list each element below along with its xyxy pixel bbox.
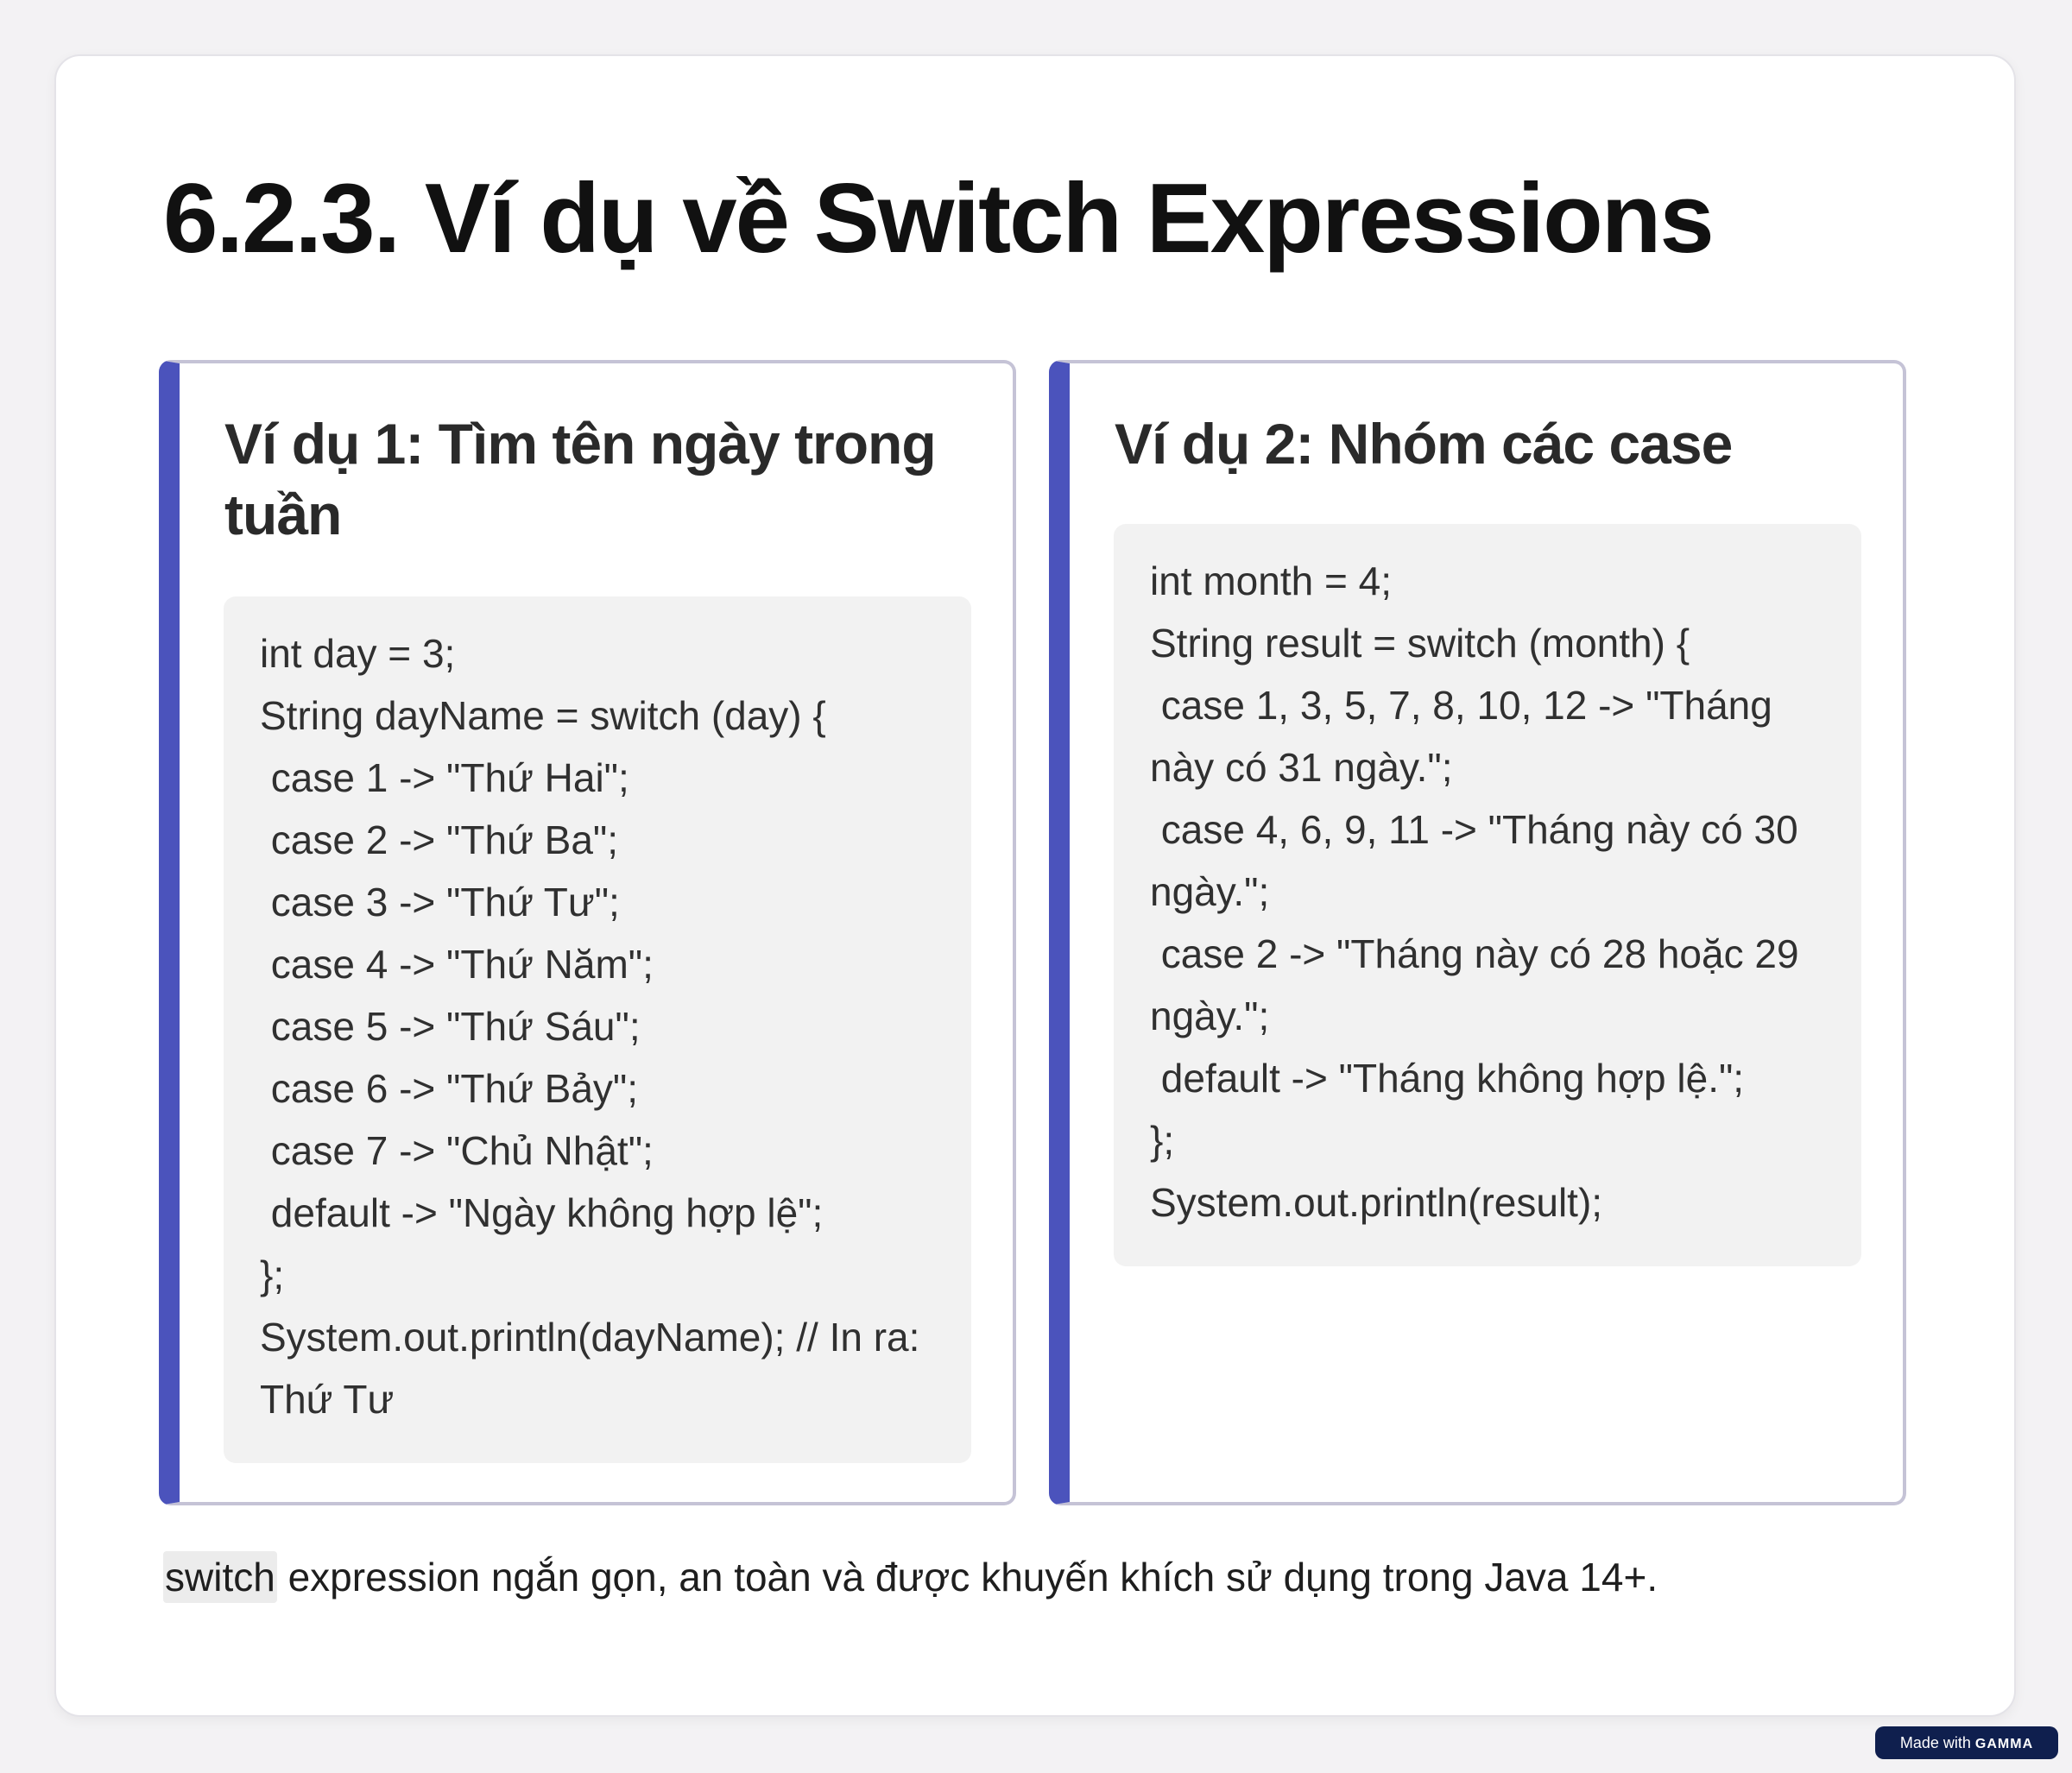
example-2-code-block: int month = 4; String result = switch (month) { case 1, 3, 5, 7, 8, 10, 12 -> "Tháng này có 31 ngày."; case 4, 6, 9, 11 -> "Tháng này có 30 ngày."; case 2 -> "Tháng này có 28 hoặc 29 ngày."; default -> "Tháng không hợp lệ."; }; System.out.println(result); xyxy=(1114,524,1861,1266)
example-panel-2 xyxy=(1049,360,1906,1505)
made-with-gamma-badge[interactable] xyxy=(1875,1726,2058,1759)
example-1-code-block: int day = 3; String dayName = switch (day) { case 1 -> "Thứ Hai"; case 2 -> "Thứ Ba"; case 3 -> "Thứ Tư"; case 4 -> "Thứ Năm"; case 5 -> "Thứ Sáu"; case 6 -> "Thứ Bảy"; case 7 -> "Chủ Nhật"; default -> "Ngày không hợp lệ"; }; System.out.println(dayName); // In ra: Thứ Tư xyxy=(224,596,971,1463)
footer-note-text: expression ngắn gọn, an toàn và được khuyến khích sử dụng trong Java 14+. xyxy=(276,1555,1658,1599)
gamma-logo-text: GAMMA xyxy=(1974,1737,2034,1751)
page-title: 6.2.3. Ví dụ về Switch Expressions xyxy=(163,164,1713,274)
badge-prefix: Made with xyxy=(1899,1734,1971,1751)
footer-note xyxy=(163,1554,1658,1600)
example-2-title: Ví dụ 2: Nhóm các case xyxy=(1115,412,1733,476)
example-panel-1 xyxy=(159,360,1016,1505)
inline-code-switch: switch xyxy=(163,1551,277,1603)
example-1-title: Ví dụ 1: Tìm tên ngày trong tuần xyxy=(224,412,936,546)
